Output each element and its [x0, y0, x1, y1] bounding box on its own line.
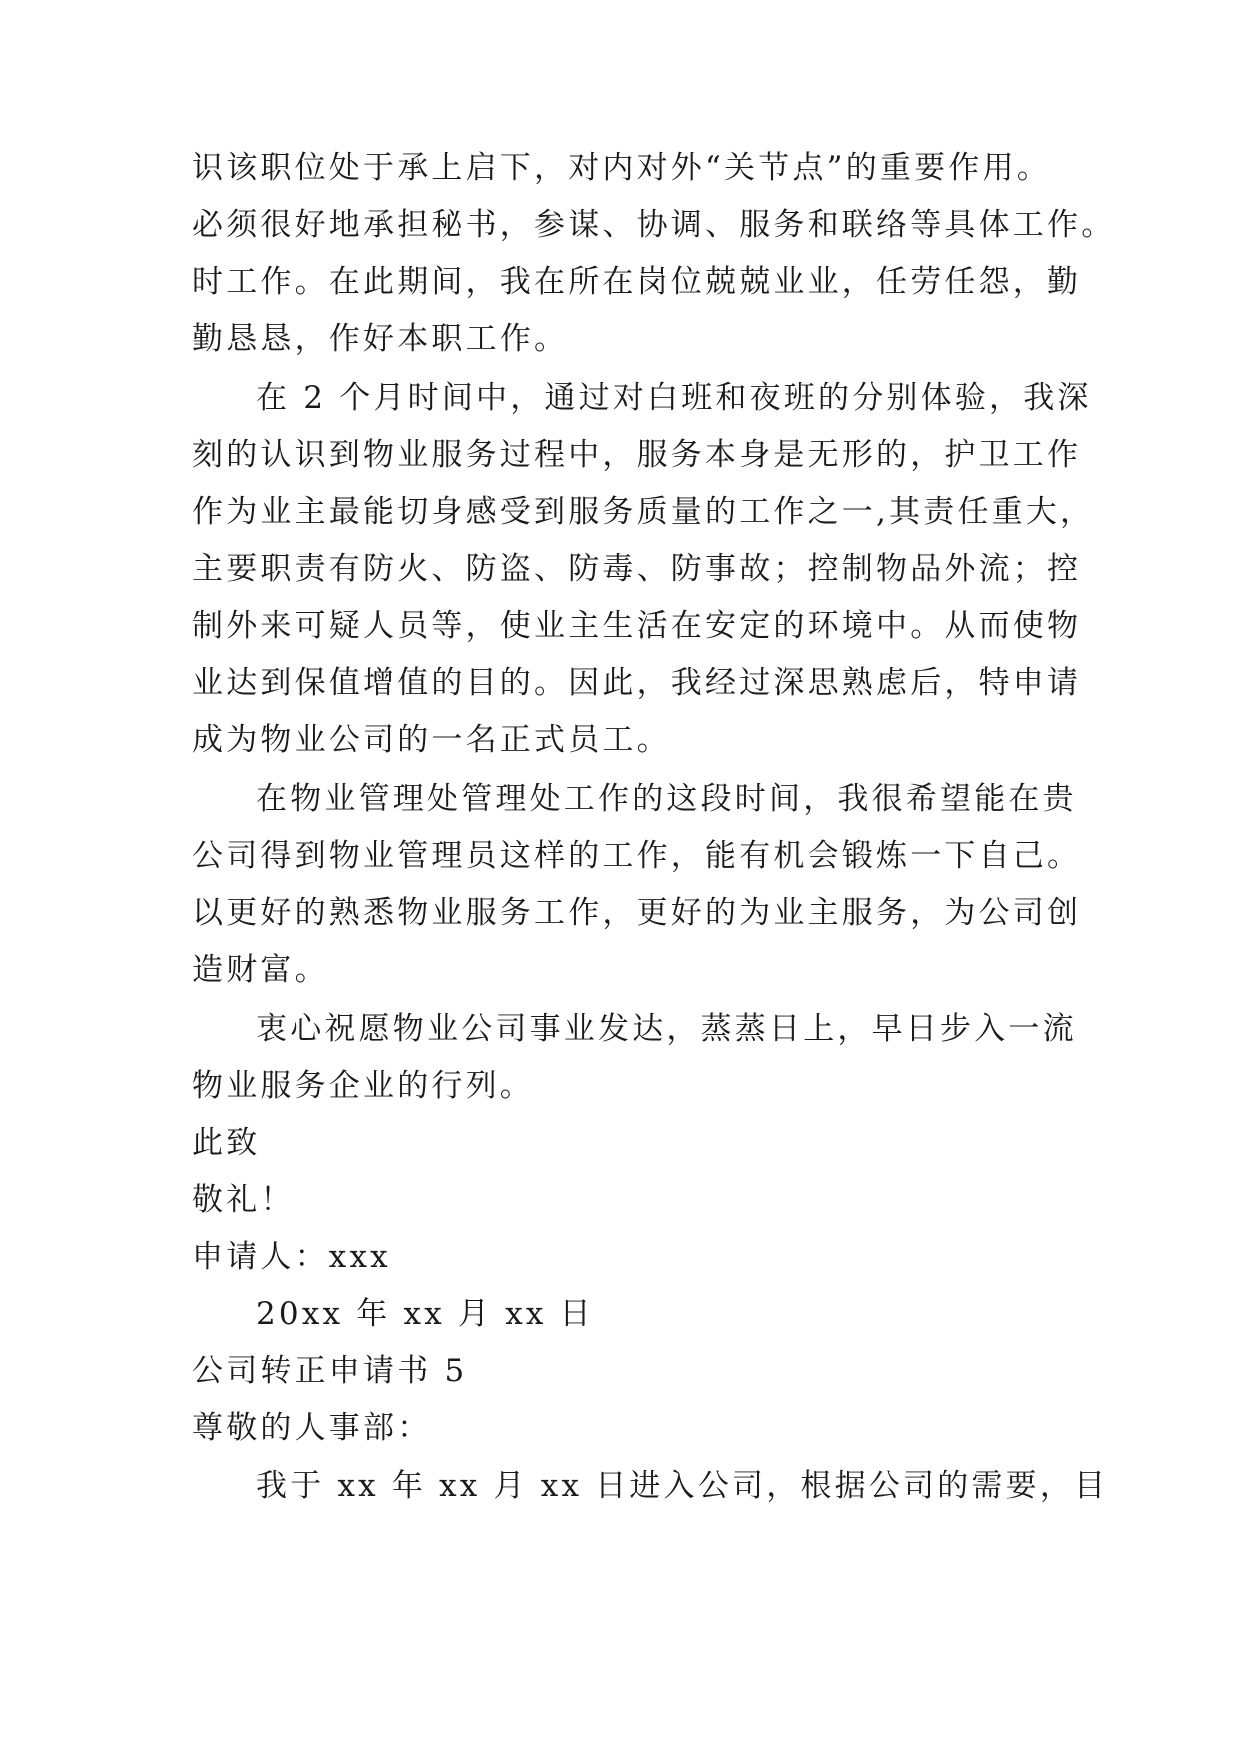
paragraph-line: 衷心祝愿物业公司事业发达，蒸蒸日上，早日步入一流 — [256, 1011, 1077, 1047]
paragraph-line: 识该职位处于承上启下，对内对外“关节点”的重要作用。 — [192, 150, 1051, 186]
paragraph-line: 勤恳恳，作好本职工作。 — [192, 321, 569, 357]
closing-regards: 敬礼！ — [192, 1182, 295, 1218]
paragraph-line: 在物业管理处管理处工作的这段时间，我很希望能在贵 — [256, 781, 1077, 817]
paragraph-line: 刻的认识到物业服务过程中，服务本身是无形的，护卫工作 — [192, 437, 1082, 473]
paragraph-line: 业达到保值增值的目的。因此，我经过深思熟虑后，特申请 — [192, 665, 1082, 701]
paragraph-line: 制外来可疑人员等，使业主生活在安定的环境中。从而使物 — [192, 608, 1082, 644]
paragraph-line: 造财富。 — [192, 952, 329, 988]
section-title: 公司转正申请书 5 — [192, 1353, 468, 1389]
paragraph-line: 我于 xx 年 xx 月 xx 日进入公司，根据公司的需要，目 — [256, 1468, 1109, 1504]
salutation: 尊敬的人事部： — [192, 1410, 432, 1446]
paragraph-line: 成为物业公司的一名正式员工。 — [192, 722, 671, 758]
paragraph-line: 必须很好地承担秘书，参谋、协调、服务和联络等具体工作。 — [192, 207, 1116, 243]
paragraph-line: 作为业主最能切身感受到服务质量的工作之一,其责任重大， — [192, 494, 1095, 530]
paragraph-line: 物业服务企业的行列。 — [192, 1068, 534, 1104]
paragraph-line: 时工作。在此期间，我在所在岗位兢兢业业，任劳任怨，勤 — [192, 264, 1082, 300]
applicant-signature: 申请人：xxx — [192, 1239, 391, 1275]
paragraph-line: 公司得到物业管理员这样的工作，能有机会锻炼一下自己。 — [192, 838, 1082, 874]
closing-salutation: 此致 — [192, 1125, 261, 1161]
paragraph-line: 在 2 个月时间中，通过对白班和夜班的分别体验，我深 — [256, 380, 1092, 416]
paragraph-line: 以更好的熟悉物业服务工作，更好的为业主服务，为公司创 — [192, 895, 1082, 931]
paragraph-line: 主要职责有防火、防盗、防毒、防事故；控制物品外流；控 — [192, 551, 1082, 587]
date-line: 20xx 年 xx 月 xx 日 — [256, 1296, 594, 1332]
